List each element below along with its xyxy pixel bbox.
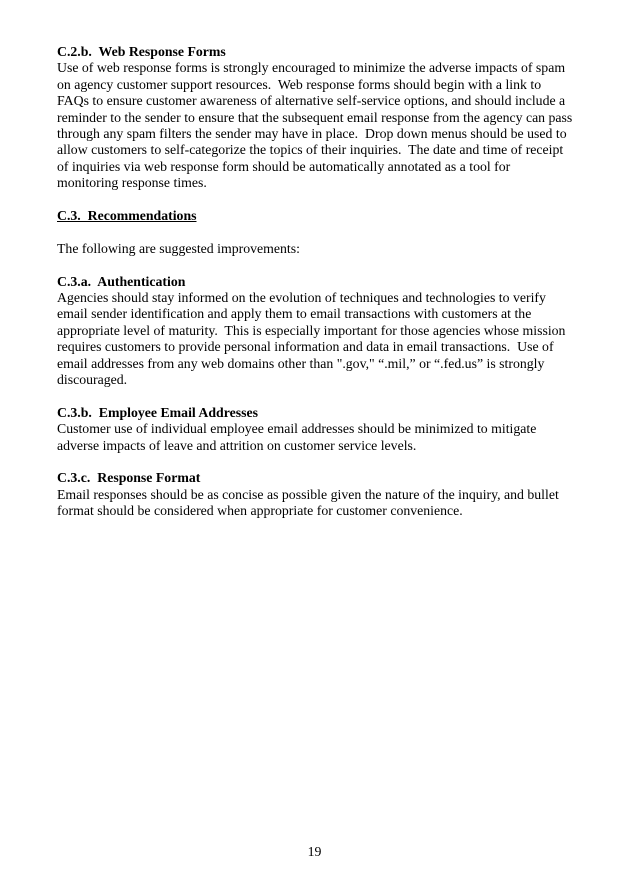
section-body-recommendations-intro: The following are suggested improvements: (57, 240, 300, 256)
section-heading-recommendations: C.3. Recommendations (57, 208, 197, 224)
section-body-web-response-forms: Use of web response forms is strongly encouraged to minimize the adverse impacts of spam on agency customer support resources. Web response forms should begin with a link to FAQs to ensure customer awareness of alternative self-service options, and should include a reminder to the sender to ensure that the subsequent email response from the agency can pass through any spam filters the sender may have in place. Drop down menus should be used to allow customers to self-categorize the topics of their inquiries. The date and time of receipt of inquiries via web response form should be automatically annotated as a tool for monitoring response times. (57, 60, 576, 191)
section-heading-authentication: C.3.a. Authentication (57, 273, 186, 289)
section-body-employee-email-addresses: Customer use of individual employee email addresses should be minimized to mitigate adverse impacts of leave and attrition on customer service levels. (57, 421, 540, 453)
section-body-authentication: Agencies should stay informed on the evolution of techniques and technologies to verify email sender identification and apply them to email transactions with customers at the appropriate level of maturity. This is especially important for those agencies whose mission requires customers to provide personal information and data in email transactions. Use of email addresses from any web domains other than ".gov," “.mil,” or “.fed.us” is strongly discouraged. (57, 290, 569, 388)
section-heading-employee-email-addresses: C.3.b. Employee Email Addresses (57, 404, 258, 420)
document-content (57, 44, 574, 520)
section-heading-response-format: C.3.c. Response Format (57, 470, 201, 486)
page-number: 19 (307, 843, 322, 859)
section-heading-web-response-forms: C.2.b. Web Response Forms (57, 44, 226, 59)
section-body-response-format: Email responses should be as concise as possible given the nature of the inquiry, and bullet format should be considered when appropriate for customer convenience. (57, 486, 563, 519)
